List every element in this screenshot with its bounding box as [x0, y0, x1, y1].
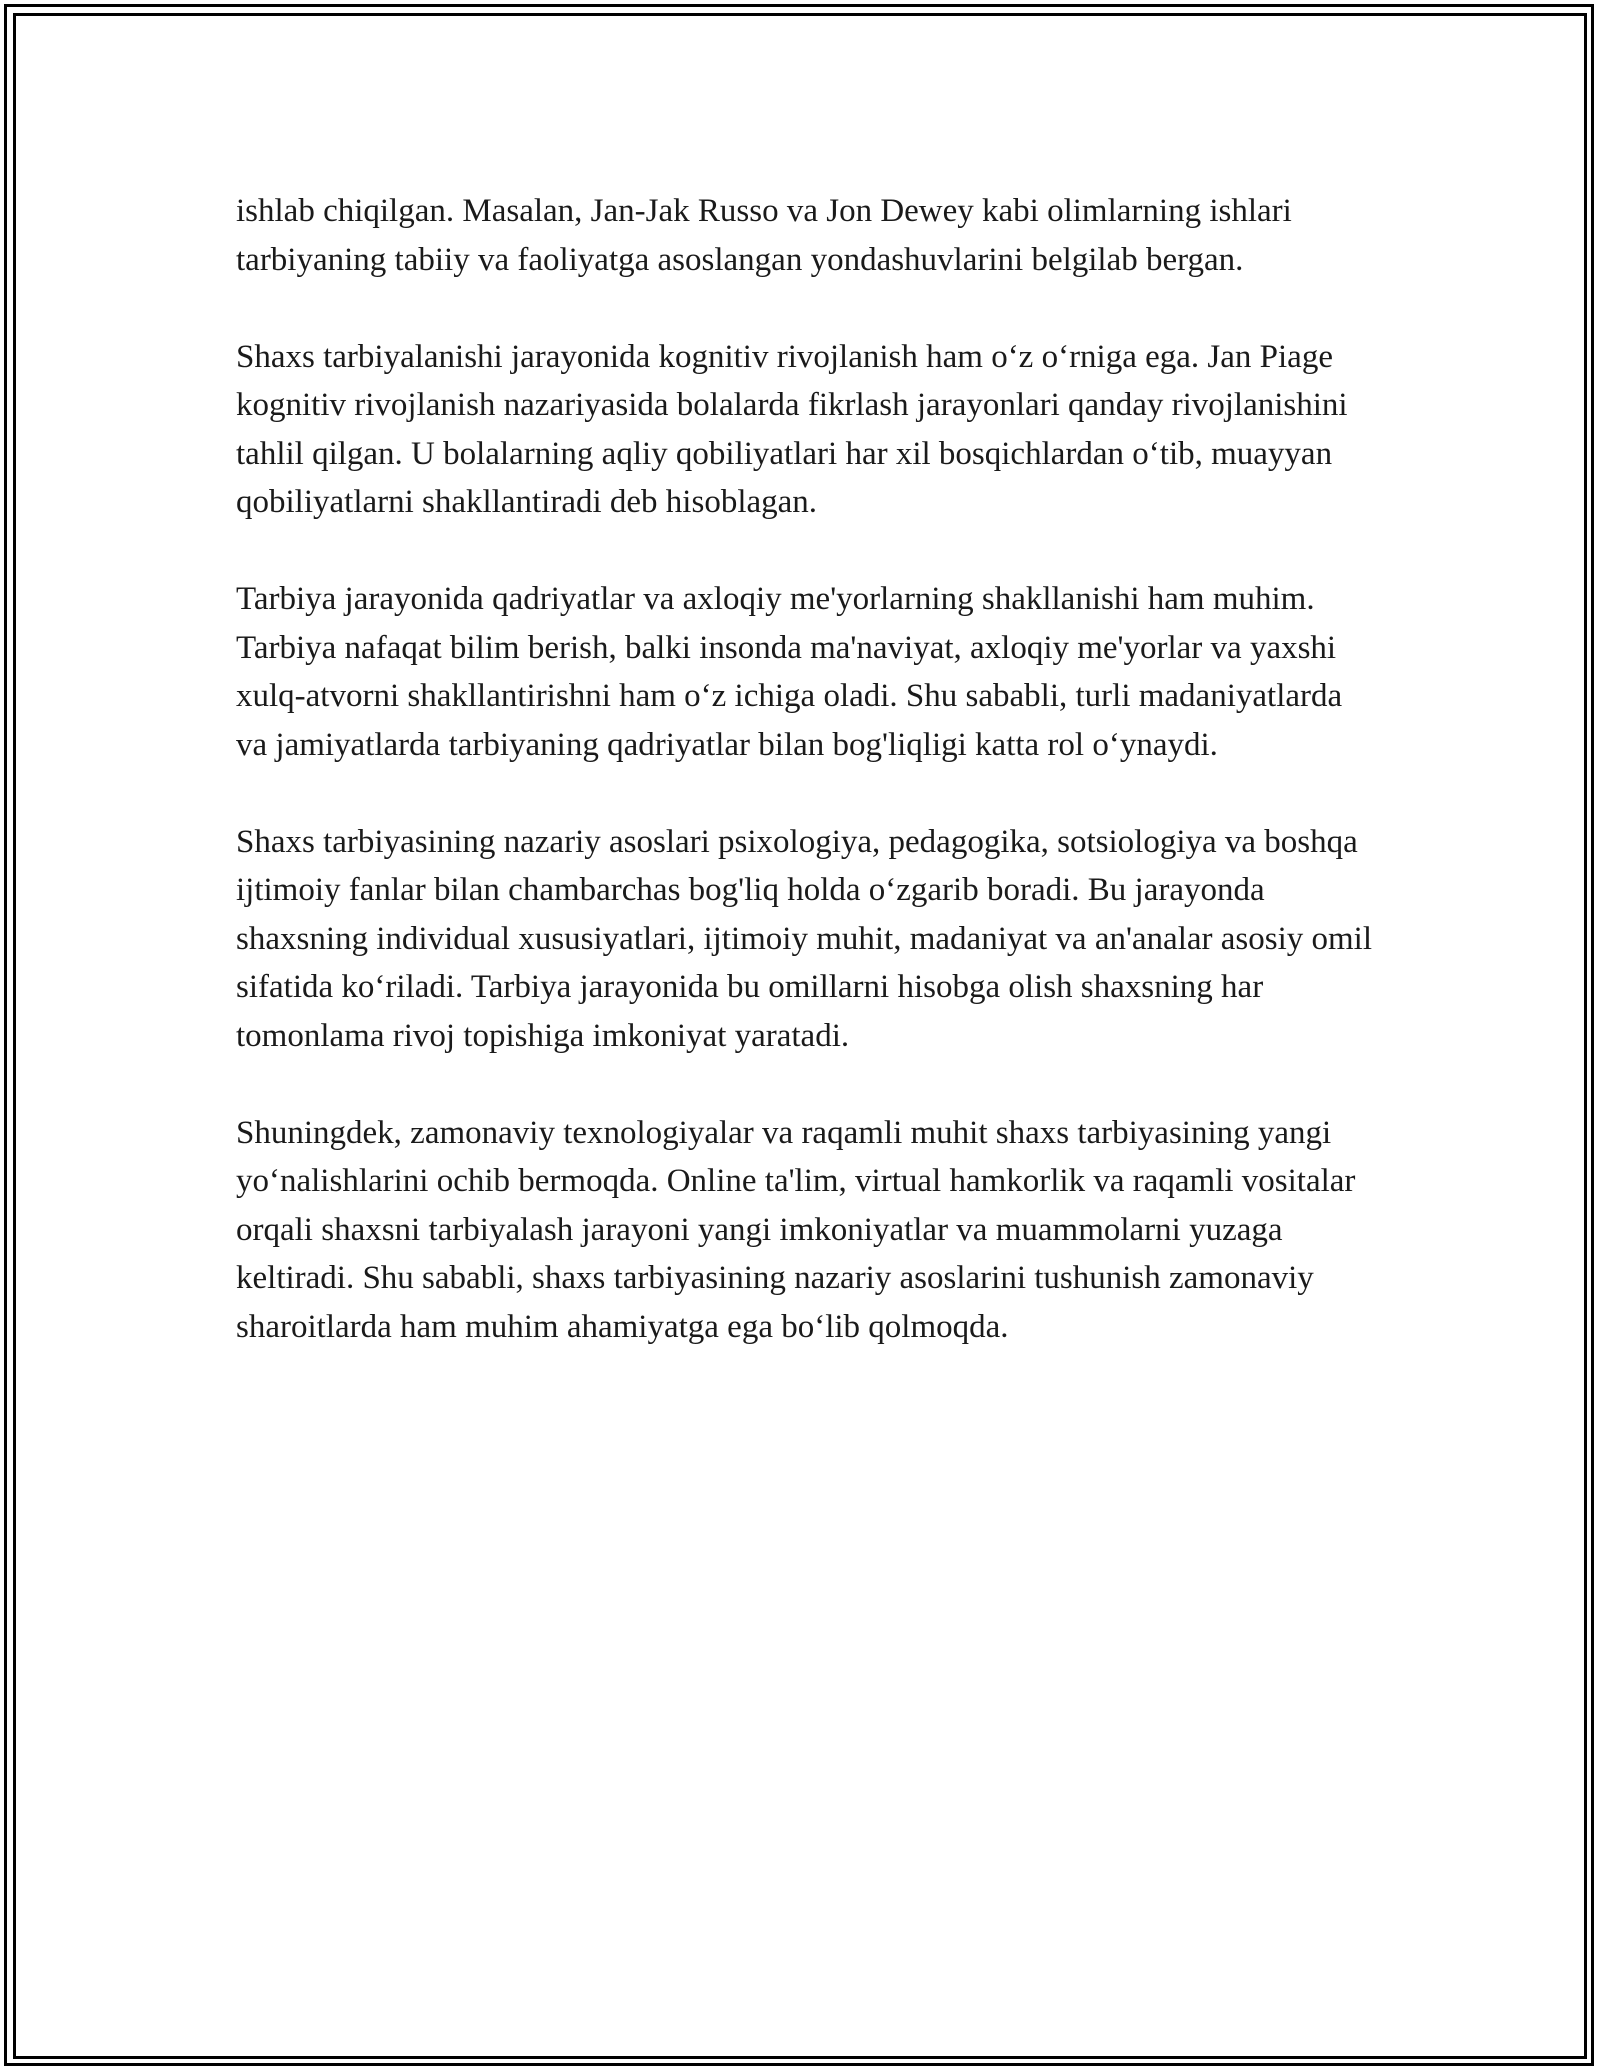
paragraph-4: Shaxs tarbiyasining nazariy asoslari psixologiya, pedagogika, sotsiologiya va boshqa ijtimoiy fanlar bilan chambarchas bog'liq holda oʻzgarib boradi. Bu jarayonda shaxsning individual xususiyatlari, ijtimoiy muhit, madaniyat va an'analar asosiy omil sifatida koʻriladi. Tarbiya jarayonida bu omillarni hisobga olish shaxsning har tomonlama rivoj topishiga imkoniyat yaratadi. [236, 823, 1373, 1054]
paragraph-2: Shaxs tarbiyalanishi jarayonida kognitiv rivojlanish ham oʻz oʻrniga ega. Jan Piage kognitiv rivojlanish nazariyasida bolalarda fikrlash jarayonlari qanday rivojlanishini tahlil qilgan. U bolalarning aqliy qobiliyatlari har xil bosqichlardan oʻtib, muayyan qobiliyatlarni shakllantiradi deb hisoblagan. [236, 338, 1348, 520]
paragraph-3: Tarbiya jarayonida qadriyatlar va axloqiy me'yorlarning shakllanishi ham muhim. Tarbiya nafaqat bilim berish, balki insonda ma'naviyat, axloqiy me'yorlar va yaxshi xulq-atvorni shakllantirishni ham oʻz ichiga oladi. Shu sababli, turli madaniyatlarda va jamiyatlarda tarbiyaning qadriyatlar bilan bog'liqligi katta rol oʻynaydi. [236, 581, 1343, 763]
paragraph-5: Shuningdek, zamonaviy texnologiyalar va raqamli muhit shaxs tarbiyasining yangi yoʻnalishlarini ochib bermoqda. Online ta'lim, virtual hamkorlik va raqamli vositalar orqali shaxsni tarbiyalash jarayoni yangi imkoniyatlar va muammolarni yuzaga keltiradi. Shu sababli, shaxs tarbiyasining nazariy asoslarini tushunish zamonaviy sharoitlarda ham muhim ahamiyatga ega boʻlib qolmoqda. [236, 1114, 1356, 1345]
document-body [236, 187, 1376, 1351]
paragraph-1: ishlab chiqilgan. Masalan, Jan-Jak Russo va Jon Dewey kabi olimlarning ishlari tarbiyaning tabiiy va faoliyatga asoslangan yondashuvlarini belgilab bergan. [236, 193, 1292, 278]
